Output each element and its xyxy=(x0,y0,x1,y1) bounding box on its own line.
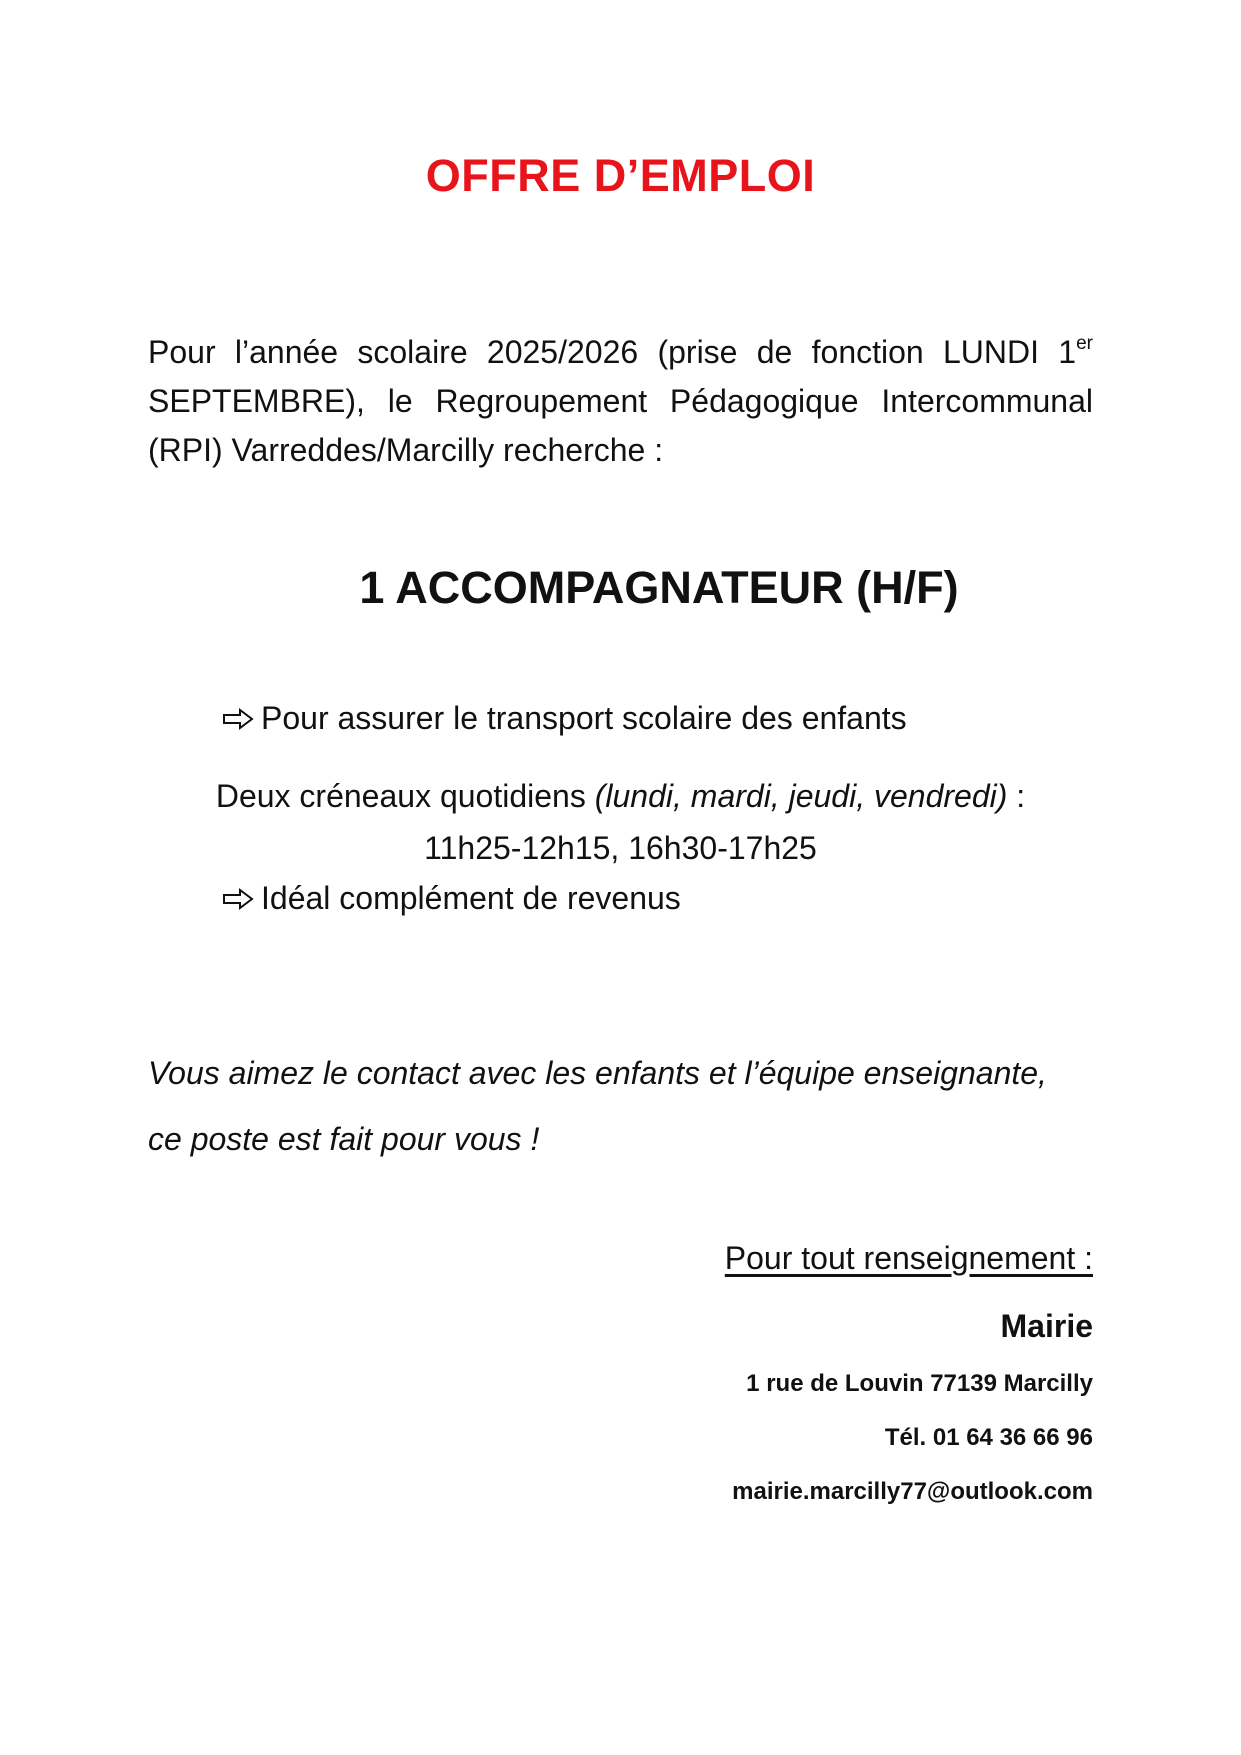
schedule-times: 11h25-12h15, 16h30-17h25 xyxy=(424,830,817,866)
contact-organization: Mairie xyxy=(1000,1308,1093,1344)
contact-address: 1 rue de Louvin 77139 Marcilly xyxy=(746,1370,1093,1397)
schedule-days-line xyxy=(0,770,1241,822)
outline-right-arrow-icon xyxy=(222,707,255,731)
intro-line-3: (RPI) Varreddes/Marcilly recherche : xyxy=(148,432,664,468)
intro-paragraph xyxy=(148,328,1093,475)
pitch-line-1: Vous aimez le contact avec les enfants et l’équipe enseignante, xyxy=(148,1055,1047,1091)
schedule-block xyxy=(0,770,1241,874)
intro-ordinal-superscript: er xyxy=(1076,333,1093,354)
intro-line-2: SEPTEMBRE), le Regroupement Pédagogique Intercommunal xyxy=(148,383,1093,419)
contact-heading: Pour tout renseignement : xyxy=(724,1240,1093,1276)
pitch-line-2: ce poste est fait pour vous ! xyxy=(148,1121,540,1157)
position-heading: 1 ACCOMPAGNATEUR (H/F) xyxy=(359,562,959,613)
contact-block xyxy=(725,1240,1093,1524)
bullet-item xyxy=(222,880,681,917)
intro-line-1 xyxy=(148,328,1093,377)
bullet-item xyxy=(222,700,907,737)
page-title: OFFRE D’EMPLOI xyxy=(425,150,816,201)
contact-phone: Tél. 01 64 36 66 96 xyxy=(884,1424,1093,1451)
outline-right-arrow-icon xyxy=(222,887,255,911)
schedule-prefix: Deux créneaux quotidiens xyxy=(215,778,595,814)
bullet-text: Pour assurer le transport scolaire des enfants xyxy=(261,700,907,736)
schedule-days: (lundi, mardi, jeudi, vendredi) xyxy=(594,778,1008,814)
schedule-suffix: : xyxy=(1007,778,1026,814)
pitch-paragraph xyxy=(148,1040,1093,1172)
bullet-text: Idéal complément de revenus xyxy=(261,880,681,916)
intro-line-1-text: Pour l’année scolaire 2025/2026 (prise de fonction LUNDI 1 xyxy=(148,334,1077,370)
contact-email: mairie.marcilly77@outlook.com xyxy=(732,1478,1093,1505)
